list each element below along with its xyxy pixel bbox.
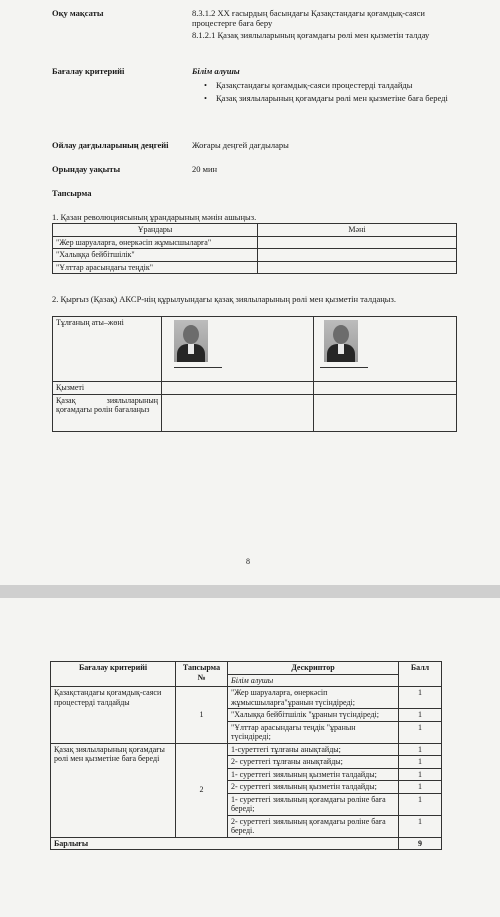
- time-label: Орындау уақыты: [52, 164, 121, 174]
- task1-answer-cell[interactable]: [258, 249, 457, 262]
- table-row: [51, 837, 442, 850]
- table-row: [53, 317, 457, 382]
- table-row: [53, 236, 457, 249]
- descriptor-text: "Ұлттар арасындағы теңдік "ұранын түсіндіреді;: [228, 721, 399, 743]
- rubric-table: [50, 661, 442, 850]
- table-row: [53, 382, 457, 395]
- objective-1: 8.3.1.2 XX ғасырдың басындағы Қазақстандағы қоғамдық-саяси процестерге баға беру: [192, 8, 425, 28]
- task2-evaluate-cell[interactable]: [314, 394, 457, 431]
- task1-slogan-1: "Жер шаруаларға, өнеркәсіп жұмысшыларға": [53, 236, 258, 249]
- rubric-header-descriptor: Дескриптор: [228, 662, 399, 675]
- task1-header-meaning: Мәні: [258, 224, 457, 237]
- task2-name-label: Тұлғаның аты–жөні: [53, 317, 162, 382]
- portrait-image-1: [174, 320, 208, 362]
- descriptor-score: 1: [399, 781, 442, 794]
- task2-table: [52, 316, 457, 432]
- descriptor-text: 1- суреттегі зиялының қоғамдағы рөліне баға береді;: [228, 793, 399, 815]
- descriptor-score: 1: [399, 768, 442, 781]
- task1-table: [52, 223, 457, 274]
- task1-answer-cell[interactable]: [258, 261, 457, 274]
- thinking-value: Жоғары деңгей дағдылары: [192, 140, 289, 150]
- objective-2: 8.1.2.1 Қазақ зиялыларының қоғамдағы рөлі мен қызметін талдау: [192, 30, 430, 40]
- table-row: [51, 687, 442, 709]
- descriptor-score: 1: [399, 709, 442, 722]
- task2-activity-label: Қызметі: [53, 382, 162, 395]
- descriptor-text: 1- суреттегі зиялының қызметін талдайды;: [228, 768, 399, 781]
- descriptor-score: 1: [399, 743, 442, 756]
- rubric-total-label: Барлығы: [51, 837, 399, 850]
- objective-label: Оқу мақсаты: [52, 8, 104, 18]
- task2-activity-cell[interactable]: [314, 382, 457, 395]
- descriptor-text: 1-суреттегі тұлғаны анықтайды;: [228, 743, 399, 756]
- criteria-label: Бағалау критерийі: [52, 66, 125, 76]
- rubric-header-score: Балл: [399, 662, 442, 687]
- task2-activity-cell[interactable]: [162, 382, 314, 395]
- worksheet-page-2: [0, 598, 500, 917]
- descriptor-score: 1: [399, 687, 442, 709]
- descriptor-score: 1: [399, 756, 442, 769]
- descriptor-score: 1: [399, 721, 442, 743]
- rubric-task-2: 2: [176, 743, 228, 837]
- table-row: [53, 394, 457, 431]
- portrait-image-2: [324, 320, 358, 362]
- descriptor-score: 1: [399, 815, 442, 837]
- task2-evaluate-label: Қазақ зиялыларының қоғамдағы рөлін бағалаңыз: [53, 394, 162, 431]
- task1-header-slogans: Ұрандары: [53, 224, 258, 237]
- rubric-header-task: Тапсырма №: [176, 662, 228, 687]
- task2-text: 2. Қырғыз (Қазақ) АКСР-нің құрылуындағы қазақ зиялыларының рөлі мен қызметін талдаңыз.: [52, 294, 396, 304]
- table-row: [51, 743, 442, 756]
- descriptor-text: 2- суреттегі тұлғаны анықтайды;: [228, 756, 399, 769]
- rubric-header-criteria: Бағалау критерийі: [51, 662, 176, 687]
- task2-evaluate-cell[interactable]: [162, 394, 314, 431]
- criteria-heading: Білім алушы: [192, 66, 240, 76]
- descriptor-text: "Жер шаруаларға, өнеркәсіп жұмысшыларға"ұранын түсіндіреді;: [228, 687, 399, 709]
- descriptor-text: 2- суреттегі зиялының қызметін талдайды;: [228, 781, 399, 794]
- name-line-2[interactable]: [320, 367, 368, 368]
- criteria-item-2: • Қазақ зиялыларының қоғамдағы рөлі мен қызметіне баға береді: [204, 93, 457, 103]
- rubric-task-1: 1: [176, 687, 228, 744]
- portrait-cell-1: [162, 317, 314, 382]
- rubric-learner-label: Білім алушы: [228, 674, 399, 687]
- name-line-1[interactable]: [174, 367, 222, 368]
- rubric-total-value: 9: [399, 837, 442, 850]
- table-row: [53, 261, 457, 274]
- task1-slogan-3: "Ұлттар арасындағы теңдік": [53, 261, 258, 274]
- descriptor-score: 1: [399, 793, 442, 815]
- time-value: 20 мин: [192, 164, 218, 174]
- task1-slogan-2: "Халыққа бейбітшілік": [53, 249, 258, 262]
- descriptor-text: 2- суреттегі зиялының қоғамдағы рөліне баға береді.: [228, 815, 399, 837]
- criteria-list: [192, 80, 457, 103]
- table-row: [53, 249, 457, 262]
- thinking-label: Ойлау дағдыларының деңгейі: [52, 140, 169, 150]
- task1-text: 1. Қазан революциясының ұрандарының мәнін ашыңыз.: [52, 212, 257, 222]
- rubric-criteria-1: Қазақстандағы қоғамдық-саяси процестерді талдайды: [51, 687, 176, 744]
- rubric-criteria-2: Қазақ зиялыларының қоғамдағы рөлі мен қызметіне баға береді: [51, 743, 176, 837]
- portrait-cell-2: [314, 317, 457, 382]
- task1-answer-cell[interactable]: [258, 236, 457, 249]
- page-number: 8: [246, 557, 250, 566]
- task-heading: Тапсырма: [52, 188, 92, 198]
- criteria-item-1: • Қазақстандағы қоғамдық-саяси процестерді талдайды: [204, 80, 457, 90]
- descriptor-text: "Халыққа бейбітшілік "ұранын түсіндіреді;: [228, 709, 399, 722]
